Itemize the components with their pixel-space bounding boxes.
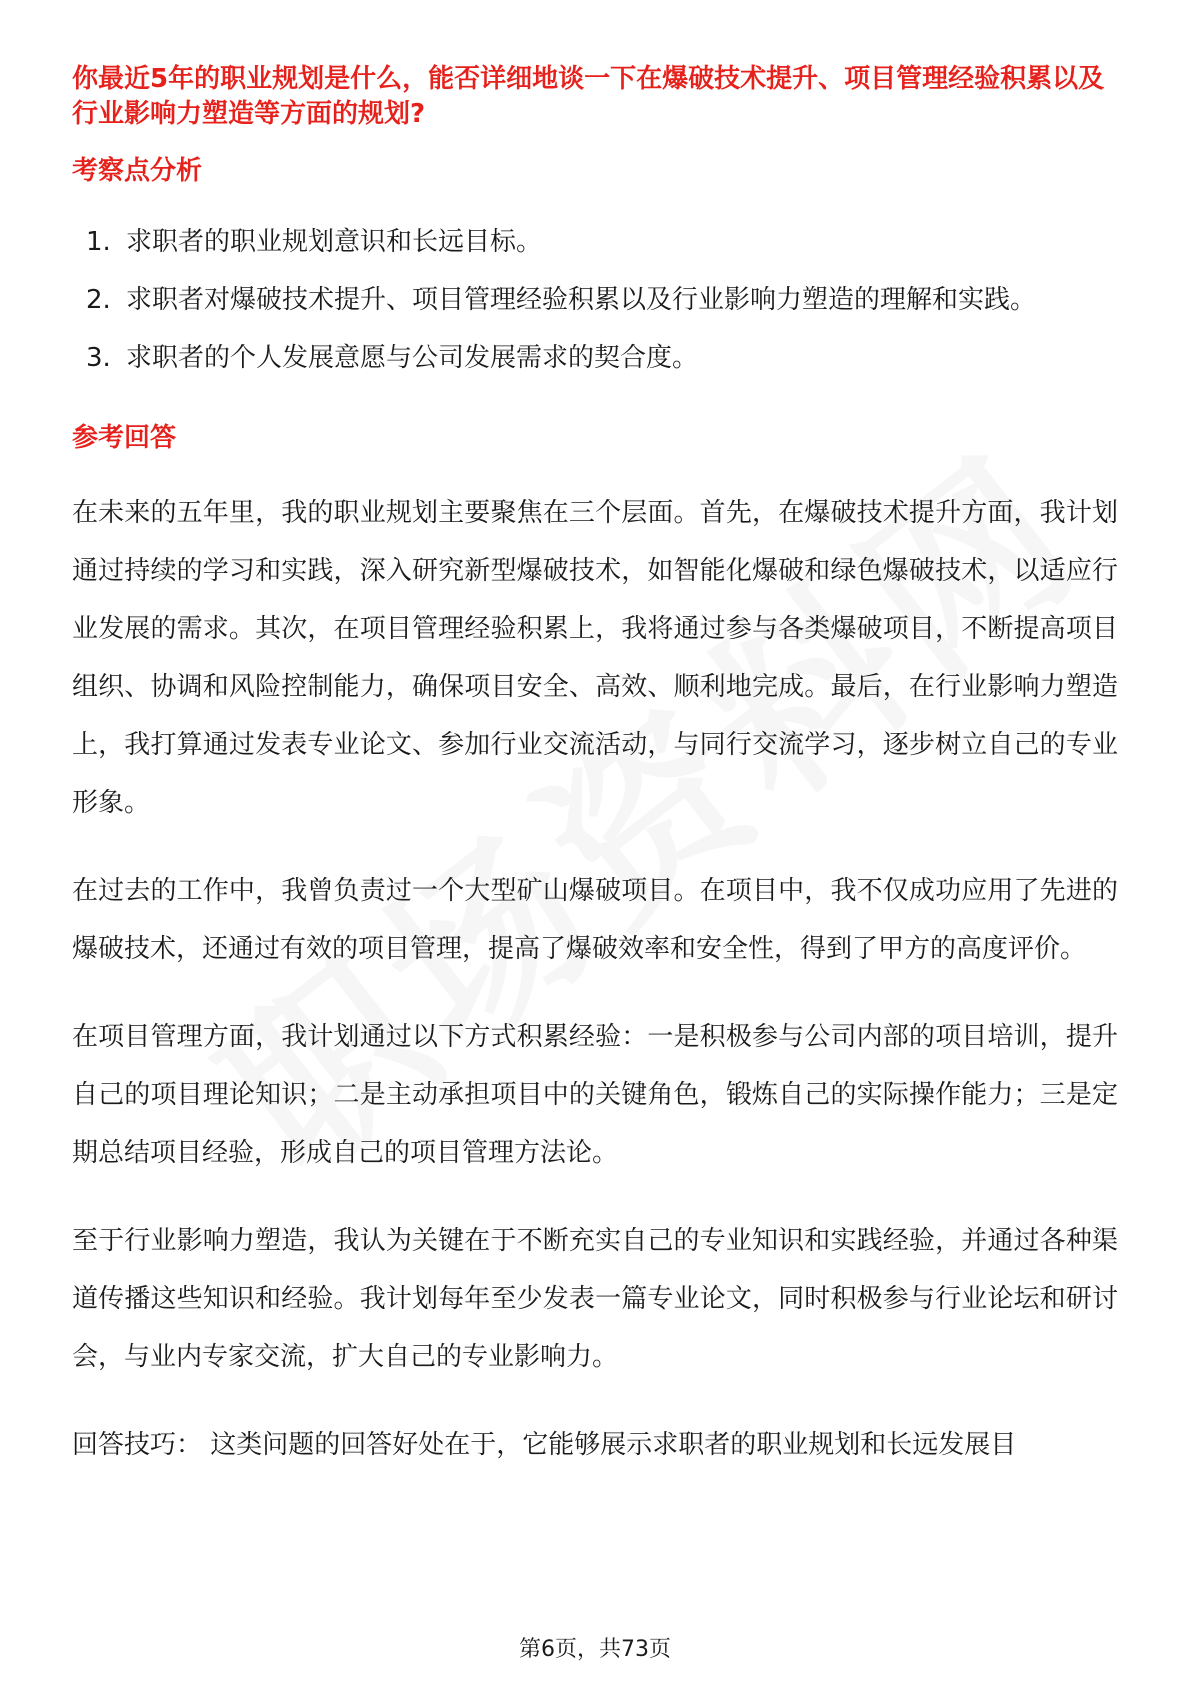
answer-tips-paragraph: 回答技巧： 这类问题的回答好处在于，它能够展示求职者的职业规划和长远发展目 [72, 1430, 1017, 1460]
page-footer: 第6页，共73页 [519, 1637, 671, 1662]
list-text: 求职者的职业规划意识和长远目标。 [126, 227, 543, 257]
answer-title: 参考回答 [72, 423, 177, 453]
answer-paragraph: 在未来的五年里，我的职业规划主要聚焦在三个层面。首先，在爆破技术提升方面，我计划通过持续的学习和实践，深入研究新型爆破技术，如智能化爆破和绿色爆破技术，以适应行业发展的需求。其次，在项目管理经验积累上，我将通过参与各类爆破项目，不断提高项目组织、协调和风险控制能力，确保项目安全、高效、顺利地完成。最后，在行业影响力塑造上，我打算通过发表专业论文、参加行业交流活动，与同行交流学习，逐步树立自己的专业形象。 [72, 498, 1118, 818]
list-item [72, 271, 1118, 329]
question-heading: 你最近5年的职业规划是什么，能否详细地谈一下在爆破技术提升、项目管理经验积累以及行业影响力塑造等方面的规划? [72, 64, 1105, 129]
list-text: 求职者对爆破技术提升、项目管理经验积累以及行业影响力塑造的理解和实践。 [126, 285, 1037, 315]
analysis-list [72, 213, 1118, 387]
list-number: 3. [86, 343, 111, 373]
list-number: 1. [86, 227, 111, 257]
answer-paragraph: 至于行业影响力塑造，我认为关键在于不断充实自己的专业知识和实践经验，并通过各种渠道传播这些知识和经验。我计划每年至少发表一篇专业论文，同时积极参与行业论坛和研讨会，与业内专家交流，扩大自己的专业影响力。 [72, 1226, 1118, 1372]
answer-paragraph: 在过去的工作中，我曾负责过一个大型矿山爆破项目。在项目中，我不仅成功应用了先进的爆破技术，还通过有效的项目管理，提高了爆破效率和安全性，得到了甲方的高度评价。 [72, 876, 1118, 964]
answer-paragraph: 在项目管理方面，我计划通过以下方式积累经验：一是积极参与公司内部的项目培训，提升自己的项目理论知识；二是主动承担项目中的关键角色，锻炼自己的实际操作能力；三是定期总结项目经验，形成自己的项目管理方法论。 [72, 1022, 1118, 1168]
list-text: 求职者的个人发展意愿与公司发展需求的契合度。 [126, 343, 699, 373]
document-body [72, 62, 1118, 1474]
list-item [72, 213, 1118, 271]
list-item [72, 329, 1118, 387]
list-number: 2. [86, 285, 111, 315]
analysis-title: 考察点分析 [72, 156, 203, 186]
